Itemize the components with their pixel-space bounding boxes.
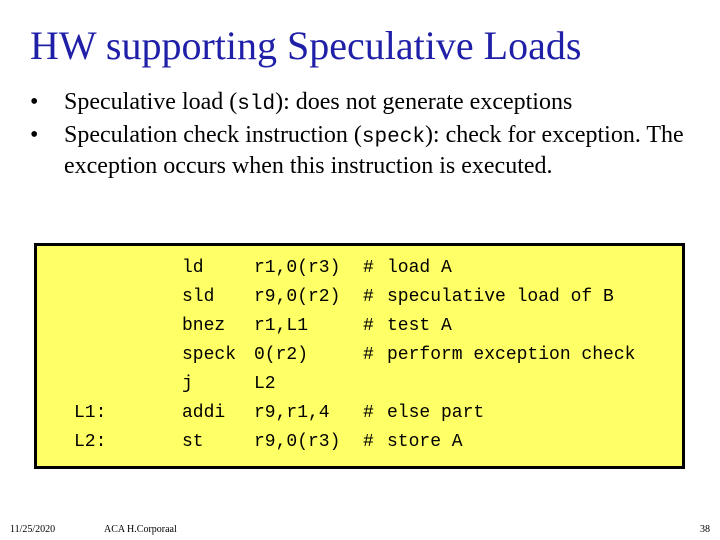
code-operands: r9,0(r3)	[254, 432, 341, 452]
bullet-text: ): does not generate exceptions	[275, 89, 573, 115]
code-comment-marker: #	[363, 345, 374, 365]
bullet-text: Speculation check instruction (	[64, 122, 362, 148]
code-line	[37, 399, 677, 428]
bullet-code: speck	[361, 126, 425, 149]
code-opcode: j	[182, 374, 193, 394]
code-opcode: speck	[182, 345, 237, 365]
code-comment: load A	[387, 258, 452, 278]
code-line	[37, 254, 677, 283]
bullet-text: ): check for exception. The exception occurs when this instruction is executed.	[64, 122, 684, 179]
code-operands: 0(r2)	[254, 345, 309, 365]
code-label: L1:	[74, 403, 107, 423]
code-comment-marker: #	[363, 432, 374, 452]
bullet-list	[30, 88, 710, 183]
bullet-marker: •	[30, 89, 39, 115]
bullet-item	[30, 121, 710, 181]
code-opcode: ld	[182, 258, 204, 278]
code-comment: test A	[387, 316, 452, 336]
bullet-marker: •	[30, 122, 39, 148]
code-opcode: bnez	[182, 316, 226, 336]
code-comment: perform exception check	[387, 345, 636, 365]
code-line	[37, 283, 677, 312]
footer-author: ACA H.Corporaal	[104, 524, 177, 535]
code-opcode: st	[182, 432, 204, 452]
code-operands: r1,0(r3)	[254, 258, 341, 278]
code-line	[37, 370, 677, 399]
code-line	[37, 312, 677, 341]
code-comment: else part	[387, 403, 485, 423]
code-comment: store A	[387, 432, 463, 452]
code-comment-marker: #	[363, 316, 374, 336]
code-line	[37, 341, 677, 370]
bullet-item	[30, 88, 710, 119]
code-label: L2:	[74, 432, 107, 452]
code-operands: r9,r1,4	[254, 403, 330, 423]
bullet-code: sld	[237, 93, 276, 116]
code-line	[37, 428, 677, 457]
code-listing	[37, 254, 677, 457]
slide-title: HW supporting Speculative Loads	[30, 23, 582, 68]
code-comment: speculative load of B	[387, 287, 614, 307]
bullet-text: Speculative load (	[64, 89, 238, 115]
code-operands: r9,0(r2)	[254, 287, 341, 307]
footer-date: 11/25/2020	[10, 524, 56, 535]
code-opcode: sld	[182, 287, 215, 307]
code-opcode: addi	[182, 403, 226, 423]
page-number: 38	[700, 524, 710, 535]
code-operands: r1,L1	[254, 316, 309, 336]
code-operands: L2	[254, 374, 276, 394]
code-comment-marker: #	[363, 258, 374, 278]
code-comment-marker: #	[363, 403, 374, 423]
code-listing-box	[34, 243, 685, 469]
code-comment-marker: #	[363, 287, 374, 307]
